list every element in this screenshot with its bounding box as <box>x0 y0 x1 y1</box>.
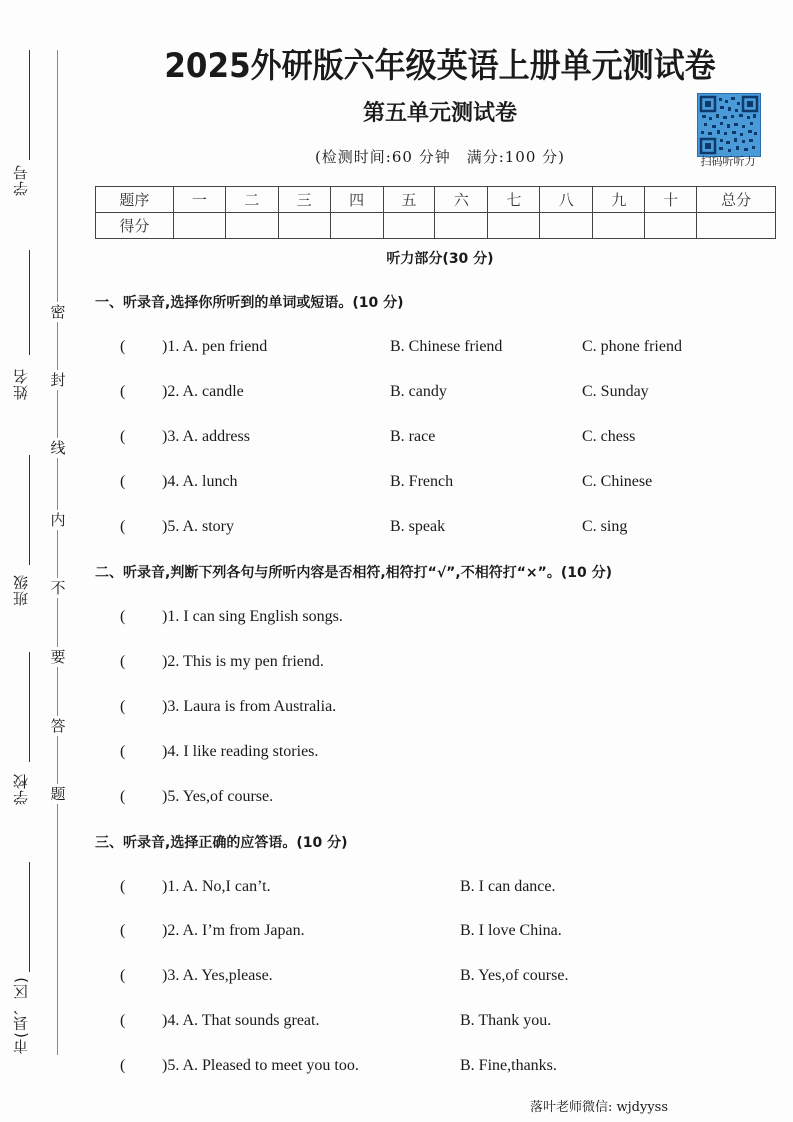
score-cell[interactable] <box>488 213 540 239</box>
answer-blank[interactable]: ( <box>120 653 126 670</box>
option-b: B. French <box>390 473 454 490</box>
seal-char: 内 <box>48 510 68 530</box>
footer-watermark: 落叶老师微信: wjdyyss <box>530 1100 669 1115</box>
section-1-heading: 一、听录音,选择你所听到的单词或短语。(10 分) <box>95 295 404 311</box>
score-cell[interactable] <box>383 213 435 239</box>
answer-blank[interactable]: ( <box>120 743 126 760</box>
seal-char: 题 <box>48 784 68 804</box>
option-a: )3. A. Yes,please. <box>162 967 273 984</box>
page-subtitle: 第五单元测试卷 <box>362 100 517 126</box>
column-header: 十 <box>645 187 697 213</box>
option-c: C. sing <box>582 518 628 535</box>
option-c: C. Sunday <box>582 383 649 400</box>
column-header: 八 <box>540 187 593 213</box>
answer-blank[interactable]: ( <box>120 338 126 355</box>
score-cell[interactable] <box>278 213 330 239</box>
row-label: 题序 <box>96 187 174 213</box>
column-header: 总分 <box>697 187 776 213</box>
column-header: 四 <box>330 187 383 213</box>
answer-blank[interactable]: ( <box>120 518 126 535</box>
answer-blank[interactable]: ( <box>120 1057 126 1074</box>
answer-blank[interactable]: ( <box>120 473 126 490</box>
score-cell[interactable] <box>225 213 278 239</box>
seal-char: 不 <box>48 578 68 598</box>
option-a: )3. A. address <box>162 428 250 445</box>
qr-code-icon[interactable] <box>697 93 761 157</box>
student-id-label: 学号 <box>12 164 30 196</box>
option-a: )2. A. I’m from Japan. <box>162 922 305 939</box>
score-cell[interactable] <box>645 213 697 239</box>
option-b: B. Yes,of course. <box>460 967 569 984</box>
column-header: 二 <box>225 187 278 213</box>
score-cell[interactable] <box>435 213 488 239</box>
option-a: )5. A. story <box>162 518 234 535</box>
table-row-score <box>96 213 776 239</box>
option-b: B. Fine,thanks. <box>460 1057 557 1074</box>
statement: )3. Laura is from Australia. <box>162 698 337 715</box>
field-line <box>29 652 30 762</box>
option-a: )1. A. No,I can’t. <box>162 878 271 895</box>
option-a: )5. A. Pleased to meet you too. <box>162 1057 359 1074</box>
answer-blank[interactable]: ( <box>120 788 126 805</box>
option-c: C. Chinese <box>582 473 653 490</box>
score-cell[interactable] <box>697 213 776 239</box>
option-b: B. I love China. <box>460 922 562 939</box>
seal-char: 密 <box>48 302 68 322</box>
answer-blank[interactable]: ( <box>120 383 126 400</box>
class-label: 班级 <box>12 574 30 606</box>
field-line <box>29 862 30 972</box>
statement: )1. I can sing English songs. <box>162 608 343 625</box>
score-cell[interactable] <box>540 213 593 239</box>
option-a: )1. A. pen friend <box>162 338 268 355</box>
school-label: 学校 <box>12 773 30 805</box>
name-label: 姓名 <box>12 368 30 401</box>
score-cell[interactable] <box>593 213 645 239</box>
column-header: 一 <box>173 187 225 213</box>
column-header: 九 <box>593 187 645 213</box>
answer-blank[interactable]: ( <box>120 1012 126 1029</box>
option-b: B. Chinese friend <box>390 338 503 355</box>
option-b: B. I can dance. <box>460 878 556 895</box>
answer-blank[interactable]: ( <box>120 698 126 715</box>
answer-blank[interactable]: ( <box>120 428 126 445</box>
score-cell[interactable] <box>173 213 225 239</box>
option-b: B. candy <box>390 383 447 400</box>
answer-blank[interactable]: ( <box>120 608 126 625</box>
statement: )2. This is my pen friend. <box>162 653 324 670</box>
column-header: 五 <box>383 187 435 213</box>
option-c: C. phone friend <box>582 338 682 355</box>
seal-char: 封 <box>48 370 68 390</box>
score-cell[interactable] <box>330 213 383 239</box>
score-table <box>95 186 776 239</box>
answer-blank[interactable]: ( <box>120 922 126 939</box>
option-b: B. race <box>390 428 436 445</box>
statement: )5. Yes,of course. <box>162 788 274 805</box>
row-label: 得分 <box>96 213 174 239</box>
seal-char: 答 <box>48 716 68 736</box>
column-header: 七 <box>488 187 540 213</box>
option-c: C. chess <box>582 428 636 445</box>
exam-info: (检测时间:60 分钟 满分:100 分) <box>314 148 566 166</box>
option-b: B. speak <box>390 518 446 535</box>
listening-part-heading: 听力部分(30 分) <box>386 251 494 267</box>
column-header: 三 <box>278 187 330 213</box>
field-line <box>29 250 30 355</box>
page-title: 2025外研版六年级英语上册单元测试卷 <box>164 46 716 86</box>
seal-char: 要 <box>48 647 68 667</box>
option-a: )4. A. That sounds great. <box>162 1012 320 1029</box>
column-header: 六 <box>435 187 488 213</box>
city-label: 市(县、区) <box>12 976 30 1054</box>
table-row-header <box>96 187 776 213</box>
field-line <box>29 455 30 565</box>
section-2-heading: 二、听录音,判断下列各句与所听内容是否相符,相符打“√”,不相符打“×”。(10 分) <box>95 565 612 581</box>
qr-caption: 扫码听听力 <box>700 155 756 168</box>
statement: )4. I like reading stories. <box>162 743 319 760</box>
section-3-heading: 三、听录音,选择正确的应答语。(10 分) <box>95 835 348 851</box>
answer-blank[interactable]: ( <box>120 878 126 895</box>
answer-blank[interactable]: ( <box>120 967 126 984</box>
option-a: )4. A. lunch <box>162 473 238 490</box>
option-b: B. Thank you. <box>460 1012 552 1029</box>
seal-char: 线 <box>48 438 68 458</box>
seal-line <box>57 50 58 1055</box>
option-a: )2. A. candle <box>162 383 244 400</box>
field-line <box>29 50 30 160</box>
